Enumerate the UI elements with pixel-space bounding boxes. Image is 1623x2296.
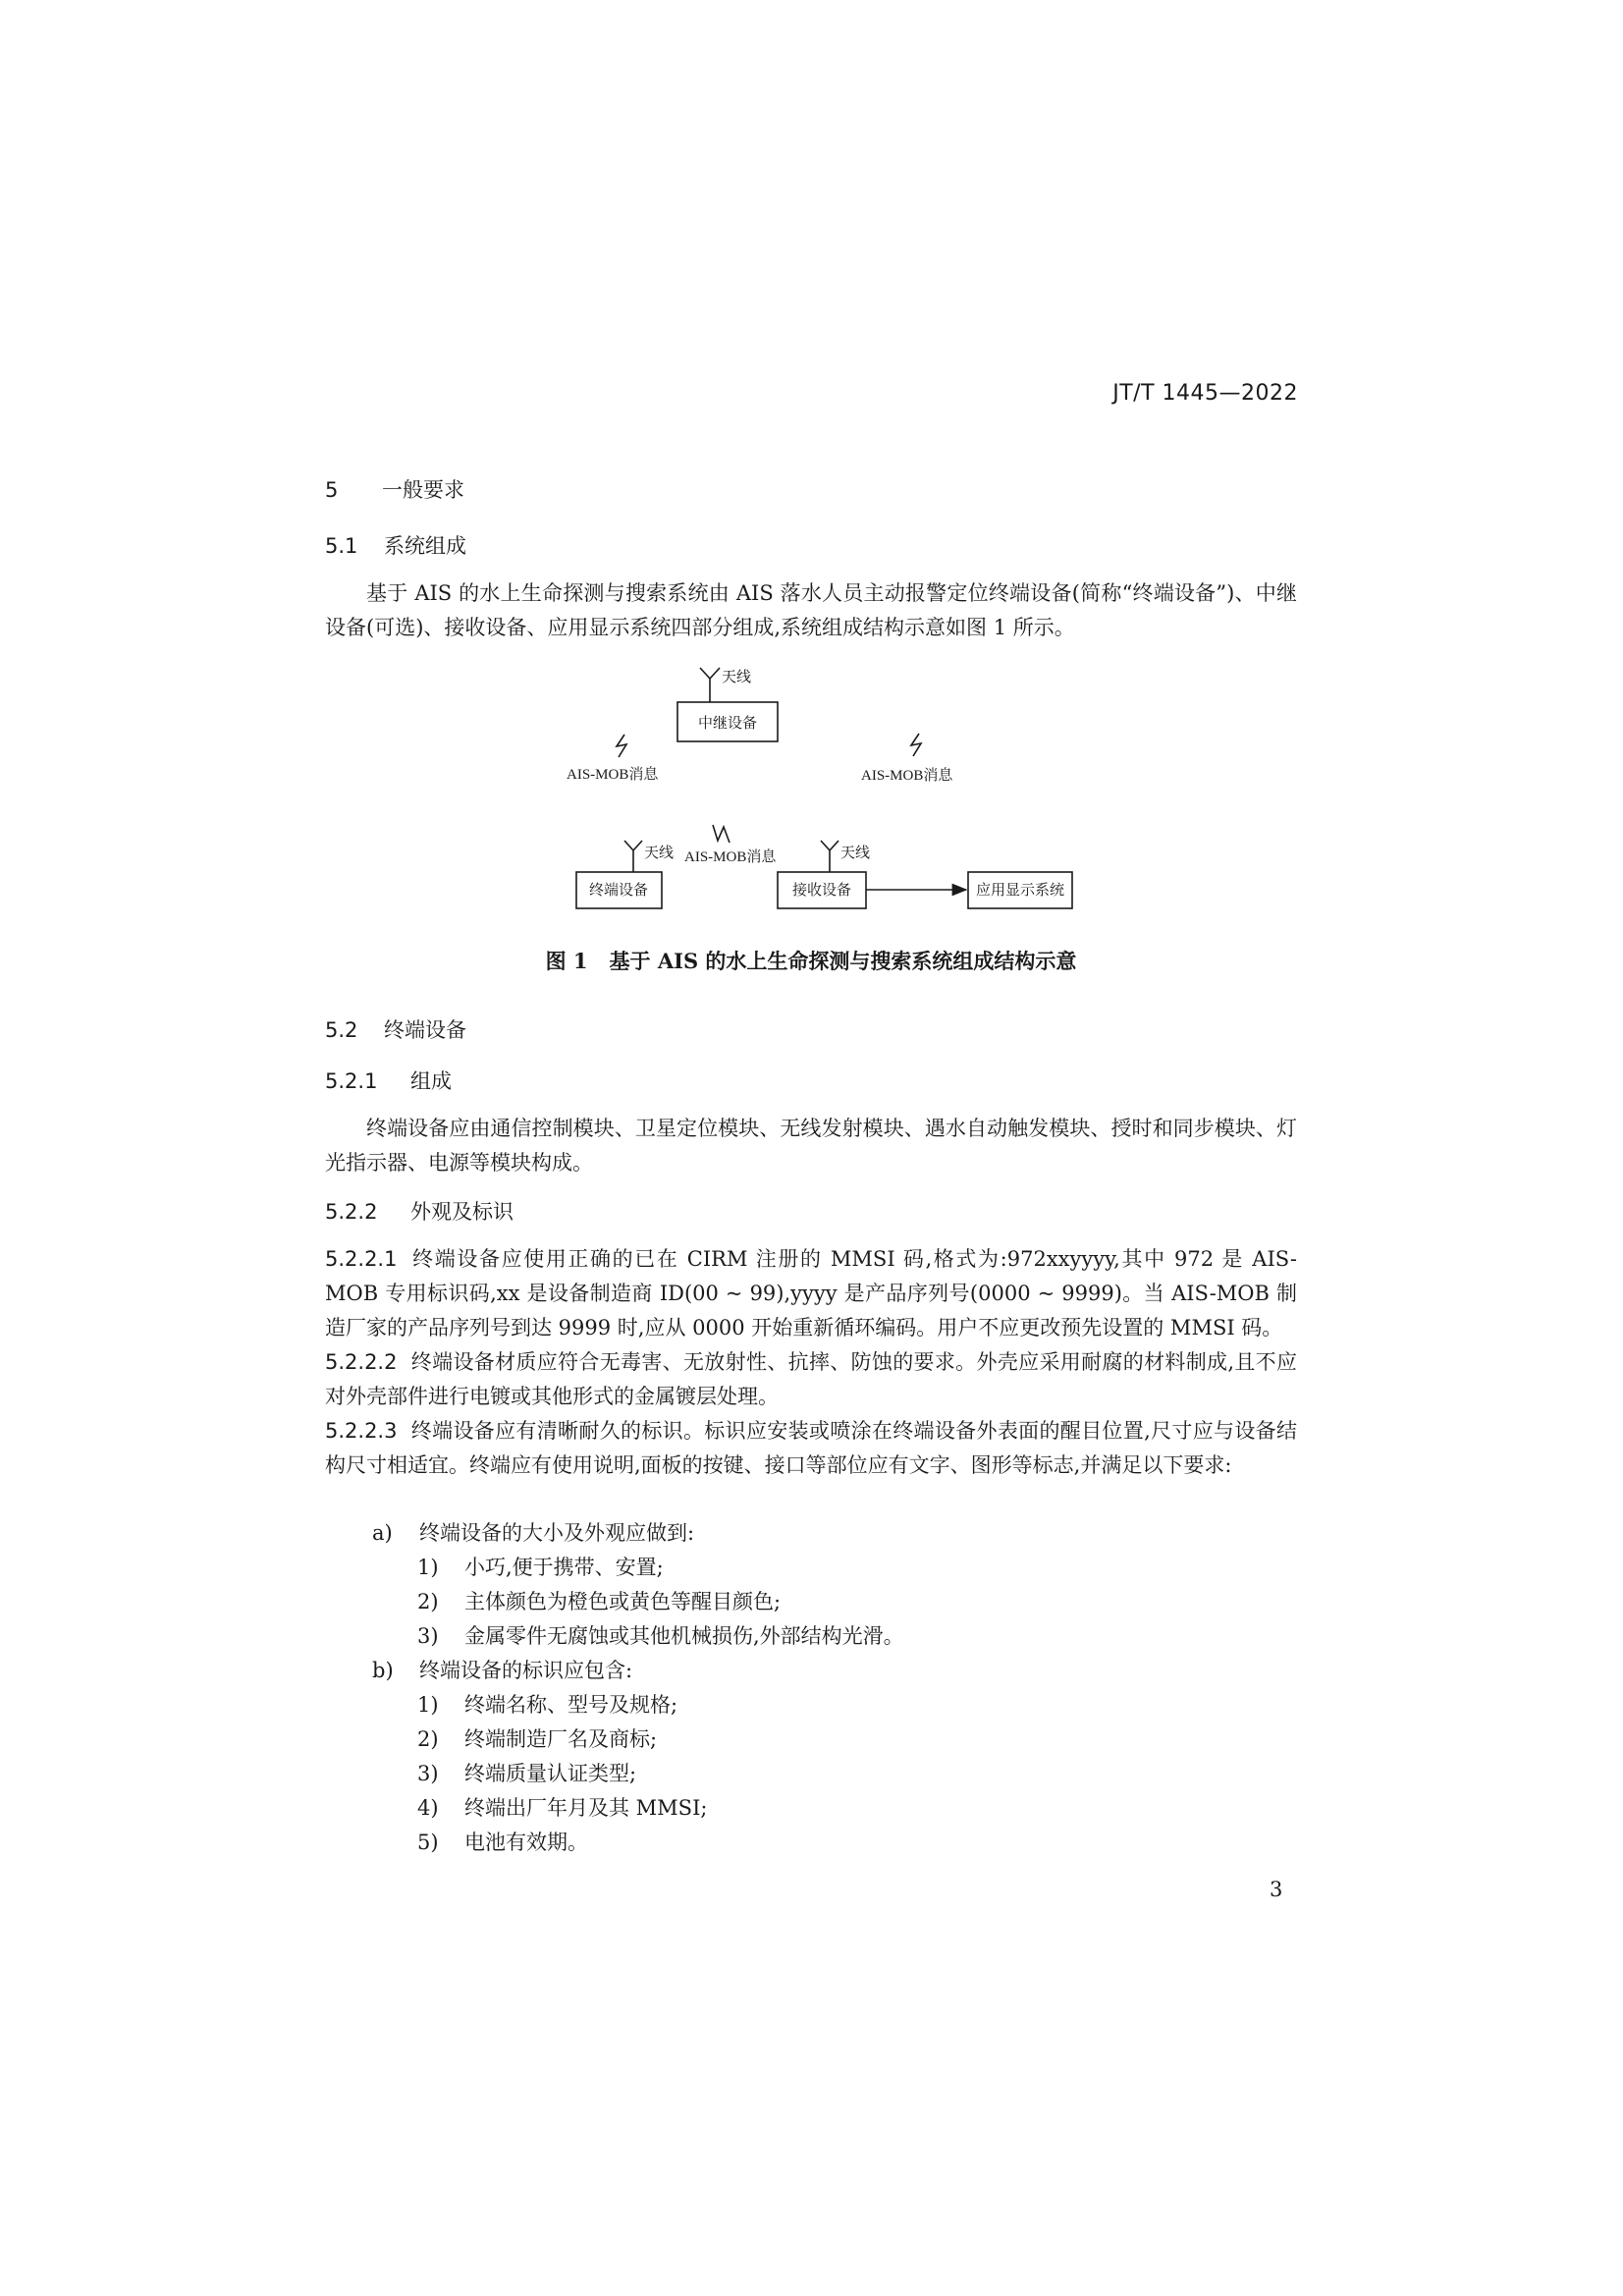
clause-number: 5.2.2.3 <box>325 1419 398 1443</box>
list-text: 小巧,便于携带、安置; <box>464 1556 664 1579</box>
document-id: JT/T 1445—2022 <box>1112 381 1298 406</box>
list-item-b-1 <box>417 1689 677 1719</box>
clause-5-2-2-2 <box>325 1345 1297 1414</box>
list-label: 5) <box>417 1831 439 1854</box>
list-item-a <box>372 1517 694 1547</box>
list-text: 终端设备的标识应包含: <box>419 1659 633 1682</box>
system-diagram <box>550 651 1080 916</box>
section-title: 终端设备 <box>384 1018 466 1042</box>
list-text: 电池有效期。 <box>464 1831 588 1854</box>
list-text: 终端设备的大小及外观应做到: <box>419 1521 695 1545</box>
section-5-1-heading <box>325 530 466 560</box>
list-label: b) <box>372 1659 394 1682</box>
section-5-2-1-heading <box>325 1066 452 1095</box>
list-text: 终端名称、型号及规格; <box>464 1693 678 1717</box>
receiver-antenna-icon <box>821 841 839 872</box>
clause-text: 终端设备应有清晰耐久的标识。标识应安装或喷涂在终端设备外表面的醒目位置,尺寸应与设备结构尺寸相适宜。终端应有使用说明,面板的按键、接口等部位应有文字、图形等标志,并满足以下要求: <box>325 1419 1297 1477</box>
list-item-b-3 <box>417 1758 636 1787</box>
list-label: a) <box>372 1521 393 1545</box>
list-item-a-1 <box>417 1552 664 1581</box>
list-label: 3) <box>417 1624 439 1648</box>
section-number: 5.2 <box>325 1018 358 1042</box>
section-5-heading <box>325 474 464 504</box>
list-label: 2) <box>417 1727 439 1751</box>
list-label: 1) <box>417 1693 439 1717</box>
relay-antenna-icon <box>700 668 720 702</box>
terminal-antenna-label: 天线 <box>644 846 675 861</box>
list-item-a-3 <box>417 1620 904 1650</box>
section-5-2-1-paragraph: 终端设备应由通信控制模块、卫星定位模块、无线发射模块、遇水自动触发模块、授时和同步模块、灯光指示器、电源等模块构成。 <box>325 1117 1297 1175</box>
signal-bolt-icon <box>617 735 626 757</box>
terminal-antenna-icon <box>624 841 642 872</box>
section-number: 5.2.2 <box>325 1200 378 1224</box>
msg-label-bottom: AIS-MOB消息 <box>684 849 777 865</box>
list-item-b-4 <box>417 1792 707 1822</box>
section-title: 一般要求 <box>382 478 464 502</box>
list-label: 4) <box>417 1796 439 1820</box>
list-text: 终端出厂年月及其 MMSI; <box>464 1796 708 1820</box>
signal-bolt-icon <box>911 734 921 756</box>
page-number: 3 <box>1270 1878 1283 1901</box>
list-item-a-2 <box>417 1586 781 1615</box>
list-text: 终端制造厂名及商标; <box>464 1727 658 1751</box>
msg-label-left: AIS-MOB消息 <box>567 767 659 783</box>
section-number: 5 <box>325 478 339 502</box>
list-text: 主体颜色为橙色或黄色等醒目颜色; <box>464 1590 782 1613</box>
section-5-2-heading <box>325 1014 466 1044</box>
app-display-label: 应用显示系统 <box>975 883 1065 899</box>
list-label: 3) <box>417 1762 439 1785</box>
section-title: 系统组成 <box>384 534 466 558</box>
section-number: 5.1 <box>325 534 358 558</box>
list-label: 2) <box>417 1590 439 1613</box>
clause-5-2-2-3 <box>325 1414 1297 1483</box>
section-5-2-2-heading <box>325 1196 514 1226</box>
section-5-1-paragraph: 基于 AIS 的水上生命探测与搜索系统由 AIS 落水人员主动报警定位终端设备(简称“终端设备”)、中继设备(可选)、接收设备、应用显示系统四部分组成,系统组成结构示意如图 1 所示。 <box>325 581 1297 639</box>
clause-text: 终端设备材质应符合无毒害、无放射性、抗摔、防蚀的要求。外壳应采用耐腐的材料制成,且不应对外壳部件进行电镀或其他形式的金属镀层处理。 <box>325 1350 1297 1408</box>
receiver-antenna-label: 天线 <box>840 846 871 861</box>
clause-5-2-2-1 <box>325 1242 1297 1345</box>
signal-bolt-icon <box>713 825 730 843</box>
clause-number: 5.2.2.1 <box>325 1247 398 1271</box>
list-text: 金属零件无腐蚀或其他机械损伤,外部结构光滑。 <box>464 1624 904 1648</box>
section-title: 外观及标识 <box>410 1200 514 1224</box>
clause-text: 终端设备应使用正确的已在 CIRM 注册的 MMSI 码,格式为:972xxyyyy,其中 972 是 AIS-MOB 专用标识码,xx 是设备制造商 ID(00 ~ 99),yyyy 是产品序列号(0000 ~ 9999)。当 AIS-MOB 制造厂家的产品序列号到达 9999 时,应从 0000 开始重新循环编码。用户不应更改预先设置的 MMSI 码。 <box>325 1247 1297 1339</box>
msg-label-right: AIS-MOB消息 <box>861 768 953 784</box>
list-item-b <box>372 1655 632 1684</box>
receiver-label: 接收设备 <box>791 883 852 899</box>
list-text: 终端质量认证类型; <box>464 1762 637 1785</box>
list-item-b-5 <box>417 1827 588 1856</box>
section-number: 5.2.1 <box>325 1069 378 1093</box>
terminal-label: 终端设备 <box>588 883 649 899</box>
relay-antenna-label: 天线 <box>722 670 752 685</box>
section-title: 组成 <box>410 1069 452 1093</box>
list-label: 1) <box>417 1556 439 1579</box>
list-item-b-2 <box>417 1723 657 1753</box>
relay-label: 中继设备 <box>697 716 758 732</box>
clause-number: 5.2.2.2 <box>325 1350 398 1374</box>
figure-number: 图 1 <box>545 949 588 973</box>
figure-title: 基于 AIS 的水上生命探测与搜索系统组成结构示意 <box>609 949 1077 973</box>
figure-1-caption <box>325 946 1297 975</box>
